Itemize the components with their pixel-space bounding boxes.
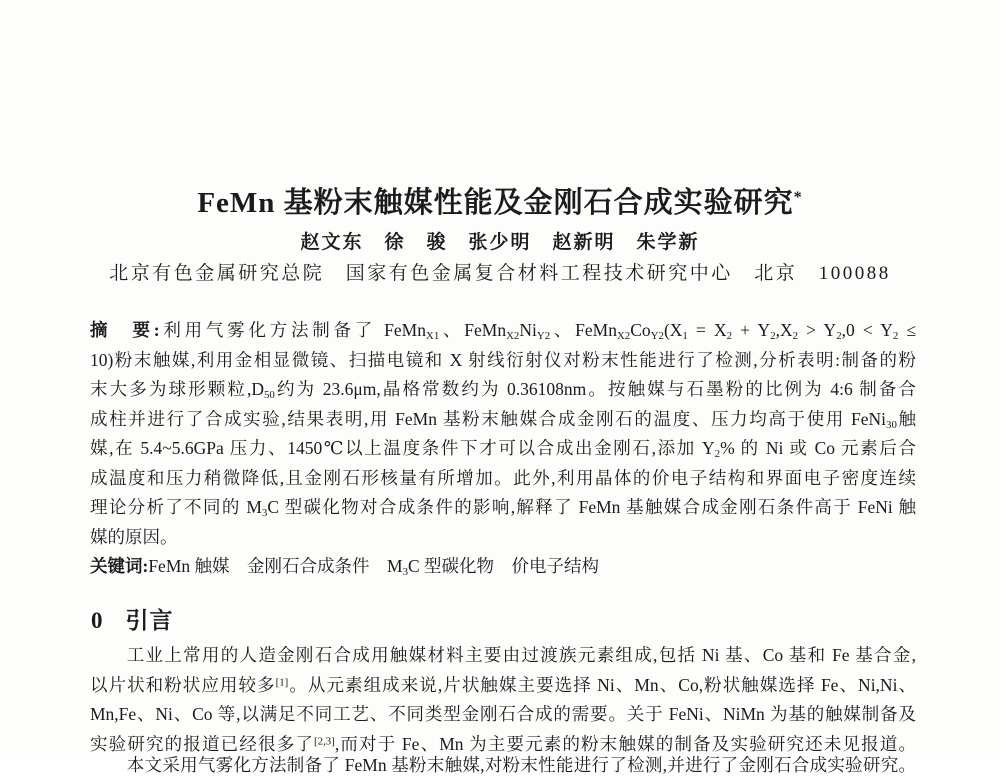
affiliation-line: 北京有色金属研究总院 国家有色金属复合材料工程技术研究中心 北京 100088 [109,263,891,284]
abstract-line: 媒,在 5.4~5.6GPa 压力、1450℃以上温度条件下才可以合成出金刚石,添加 $Y_2\%$ 的 Ni 或 Co 元素后合 [90,438,916,461]
body-line: 工业上常用的人造金刚石合成用触媒材料主要由过渡族元素组成,包括 Ni 基、Co 基和 Fe 基合金, [126,645,916,665]
abstract-line: 末大多为球形颗粒$,D_{50}$约为 23.6μm,晶格常数约为 0.36108nm。按触媒与石墨粉的比例为 4:6 制备合 [90,379,916,402]
abstract-line: 成温度和压力稍微降低,且金刚石形核量有所增加。此外,利用晶体的价电子结构和界面电子密度连续 [90,467,916,488]
body-line: 实验研究的报道已经很多了[2,3],而对于 Fe、Mn 为主要元素的粉末触媒的制备及实验研究还未见报道。 [90,733,916,754]
body-line: Mn,Fe、Ni、Co 等,以满足不同工艺、不同类型金刚石合成的需要。关于 FeNi、NiMn 为基的触媒制备及 [90,704,916,724]
keywords-label: 关键词: [90,556,149,576]
body-line: 以片状和粉状应用较多[1]。从元素组成来说,片状触媒主要选择 Ni、Mn、Co,粉状触媒选择 Fe、Ni,Ni、 [90,674,916,695]
title-text: FeMn 基粉末触媒性能及金刚石合成实验研究 [197,187,794,219]
body-line-clipped: 本文采用气雾化方法制备了 FeMn 基粉末触媒,对粉末性能进行了检测,并进行了金刚石合成实验研究。 [126,755,916,775]
abstract-line: 理论分析了不同的 $M_3C$ 型碳化物对合成条件的影响,解释了 FeMn 基触媒合成金刚石条件高于 FeNi 触 [90,497,917,520]
authors-line: 赵文东 徐 骏 张少明 赵新明 朱学新 [300,232,700,253]
page-title [0,180,1000,221]
section-heading [91,602,174,635]
abstract-line: 媒的原因。 [90,526,178,547]
abstract-label: 摘 要: [90,320,160,340]
abstract-line [90,316,916,346]
abstract-block [90,316,916,582]
abstract-line: 10)粉末触媒,利用金相显微镜、扫描电镜和 X 射线衍射仪对粉末性能进行了检测,分析表明:制备的粉 [90,349,916,370]
title-footnote-mark: * [793,189,803,206]
keywords-line [90,552,916,582]
introduction-paragraph [90,641,916,759]
section-number: 0 [91,608,104,633]
abstract-line: 成柱并进行了合成实验,结果表明,用 FeMn 基粉末触媒合成金刚石的温度、压力均高于使用 FeNi$_{30}$触 [90,408,917,431]
section-title: 引言 [125,608,174,633]
keywords-text: FeMn 触媒 金刚石合成条件 $M_3C$ 型碳化物 价电子结构 [148,556,600,579]
abstract-line-text: 利用气雾化方法制备了 FeMn$_{X1}$、$FeMn_{X2}Ni_{Y2}$、$FeMn_{X2}Co_{Y2}(X_1 = X_2 + Y_2,X_2 > Y_2,0 < Y_2$ ≤ [159,320,917,343]
